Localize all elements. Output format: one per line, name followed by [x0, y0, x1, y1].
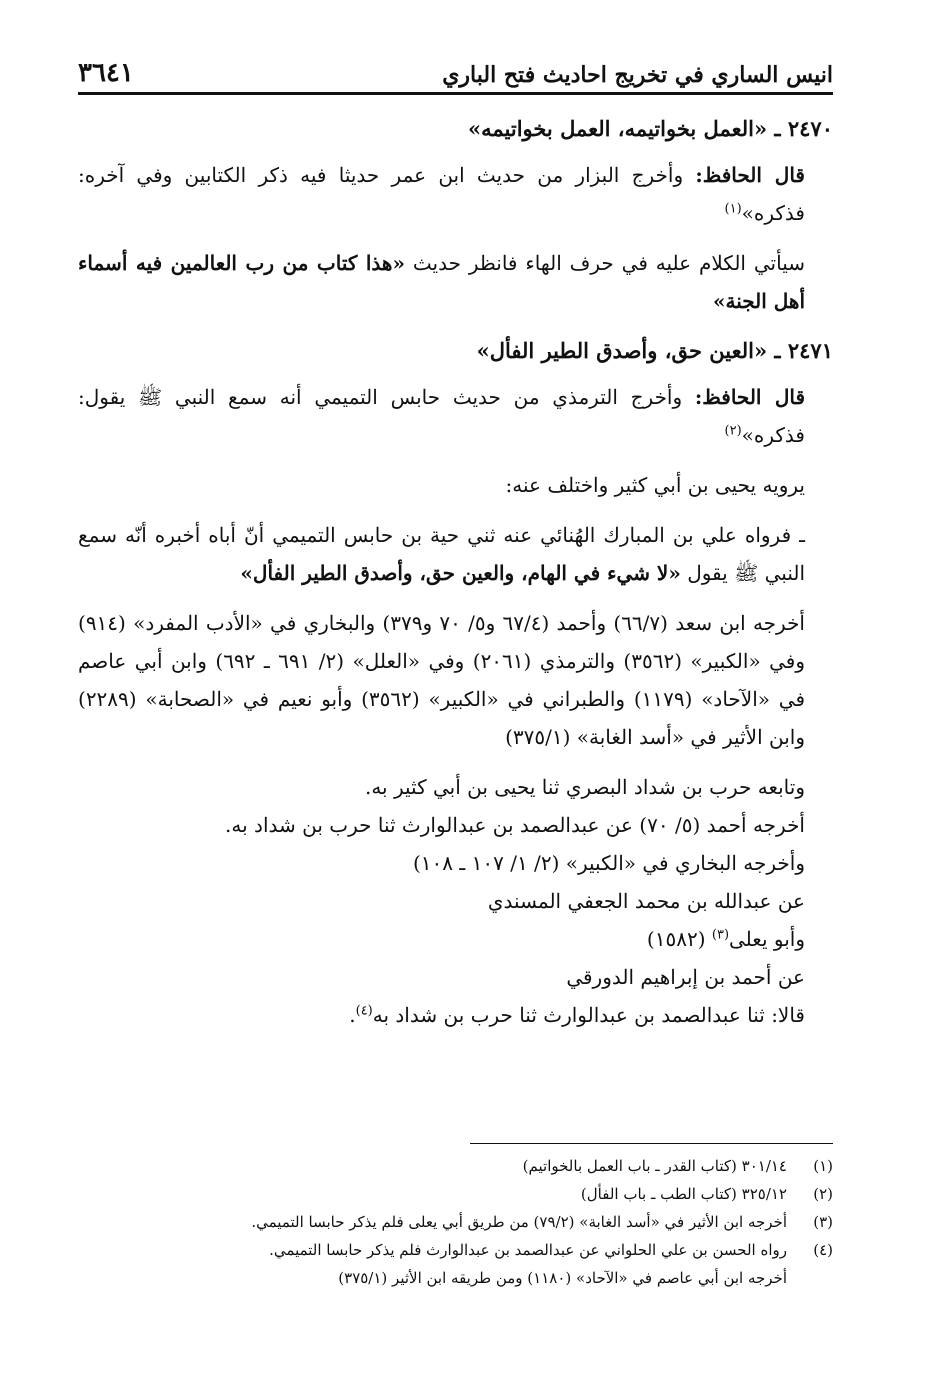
- hadith-quote: «هذا كتاب من رب العالمين فيه أسماء أهل الجنة»: [78, 251, 805, 313]
- paragraph-text: وأخرج الترمذي من حديث حابس التميمي أنه سمع النبي ﷺ يقول: فذكره»: [78, 385, 805, 447]
- page-number: ٣٦٤١: [78, 58, 134, 88]
- footnote-text: ٣٠١/١٤ (كتاب القدر ـ باب العمل بالخواتيم): [522, 1157, 787, 1175]
- line-bukhari: وأخرجه البخاري في «الكبير» (٢/ ١/ ١٠٧ ـ ١٠٨): [412, 851, 805, 875]
- footnote-number: (٤): [813, 1241, 833, 1259]
- header-rule: [78, 92, 833, 95]
- footnote-number: (١): [813, 1157, 833, 1175]
- footnote-rule: [470, 1143, 833, 1144]
- footnote-text: ٣٢٥/١٢ (كتاب الطب ـ باب الفأل): [580, 1185, 787, 1203]
- page-header: [78, 44, 833, 88]
- footnote-4: [78, 1236, 833, 1264]
- paragraph-takhrij: أخرجه ابن سعد (٦٦/٧) وأحمد (٦٧/٤ و٥/ ٧٠ و٣٧٩) والبخاري في «الأدب المفرد» (٩١٤) وفي «الكبير» (٣٥٦٢) والترمذي (٢٠٦١) وفي «العلل» (٢/ ٦٩١ ـ ٦٩٢) وابن أبي عاصم في «الآحاد» (١١٧٩) والطبراني في «الكبير» (٣٥٦٢) وأبو نعيم في «الصحابة» (٢٢٨٩) وابن الأثير في «أسد الغابة» (٣٧٥/١): [78, 611, 805, 749]
- entry-heading-2471: ٢٤٧١ ـ «العين حق، وأصدق الطير الفأل»: [476, 338, 833, 363]
- paragraph-narration-intro: يرويه يحيى بن أبي كثير واختلف عنه:: [505, 473, 805, 497]
- paragraph-text: وأخرج البزار من حديث ابن عمر حديثا فيه ذكر الكتابين وفي آخره: فذكره»: [78, 163, 805, 225]
- footnotes: [78, 1152, 833, 1292]
- footnote-ref: (٣): [711, 927, 730, 943]
- line-jufi: عن عبدالله بن محمد الجعفي المسندي: [487, 889, 805, 913]
- footnote-text: رواه الحسن بن علي الحلواني عن عبدالصمد بن عبدالوارث فلم يذكر حابسا التميمي.: [269, 1241, 787, 1259]
- main-text: [78, 110, 833, 1034]
- footnote-ref: (٤): [355, 1003, 373, 1019]
- paragraph-see-also: [78, 244, 833, 320]
- hafiz-label: قال الحافظ:: [694, 385, 806, 409]
- paragraph-hafiz-2: [78, 378, 833, 454]
- hafiz-label: قال الحافظ:: [695, 163, 805, 187]
- line-abu-yala: [78, 920, 833, 958]
- entry-heading-2470: ٢٤٧٠ ـ «العمل بخواتيمه، العمل بخواتيمه»: [467, 116, 833, 141]
- footnote-4-continuation: أخرجه ابن أبي عاصم في «الآحاد» (١١٨٠) ومن طريقه ابن الأثير (٣٧٥/١): [338, 1269, 787, 1287]
- line-ahmad: أخرجه أحمد (٥/ ٧٠) عن عبدالصمد بن عبدالوارث ثنا حرب بن شداد به.: [225, 813, 805, 837]
- line-mutaba: وتابعه حرب بن شداد البصري ثنا يحيى بن أبي كثير به.: [364, 775, 805, 799]
- footnote-3: [78, 1208, 833, 1236]
- footnote-2: [78, 1180, 833, 1208]
- line-qala: قالا: ثنا عبدالصمد بن عبدالوارث ثنا حرب بن شداد به$^{(٤)}$.: [349, 1003, 805, 1027]
- footnote-number: (٢): [813, 1185, 833, 1203]
- hadith-quote: «لا شيء في الهام، والعين حق، وأصدق الطير الفأل»: [240, 561, 681, 585]
- paragraph-text: سيأتي الكلام عليه في حرف الهاء فانظر حديث: [412, 251, 805, 275]
- line-text: قالا: ثنا عبدالصمد بن عبدالوارث ثنا حرب بن شداد به: [372, 1003, 805, 1027]
- footnote-number: (٣): [813, 1213, 833, 1231]
- footnote-ref: (١): [724, 201, 742, 217]
- line-text: وأبو يعلى: [729, 927, 805, 951]
- paragraph-hafiz-1: [78, 156, 833, 232]
- footnote-ref: (٢): [724, 423, 742, 439]
- paragraph-narration-1: [78, 516, 833, 592]
- line-dawraqi: عن أحمد بن إبراهيم الدورقي: [566, 965, 805, 989]
- running-title: انيس الساري في تخريج احاديث فتح الباري: [442, 62, 833, 88]
- line-text: (١٥٨٢): [646, 927, 712, 951]
- footnote-1: [78, 1152, 833, 1180]
- footnote-text: أخرجه ابن الأثير في «أسد الغابة» (٧٩/٢) من طريق أبي يعلى فلم يذكر حابسا التميمي.: [251, 1213, 787, 1231]
- paragraph-text: ـ فرواه علي بن المبارك الهُنائي عنه ثني حية بن حابس التميمي أنّ أباه أخبره أنّه سمع النبي ﷺ يقول: [78, 523, 805, 585]
